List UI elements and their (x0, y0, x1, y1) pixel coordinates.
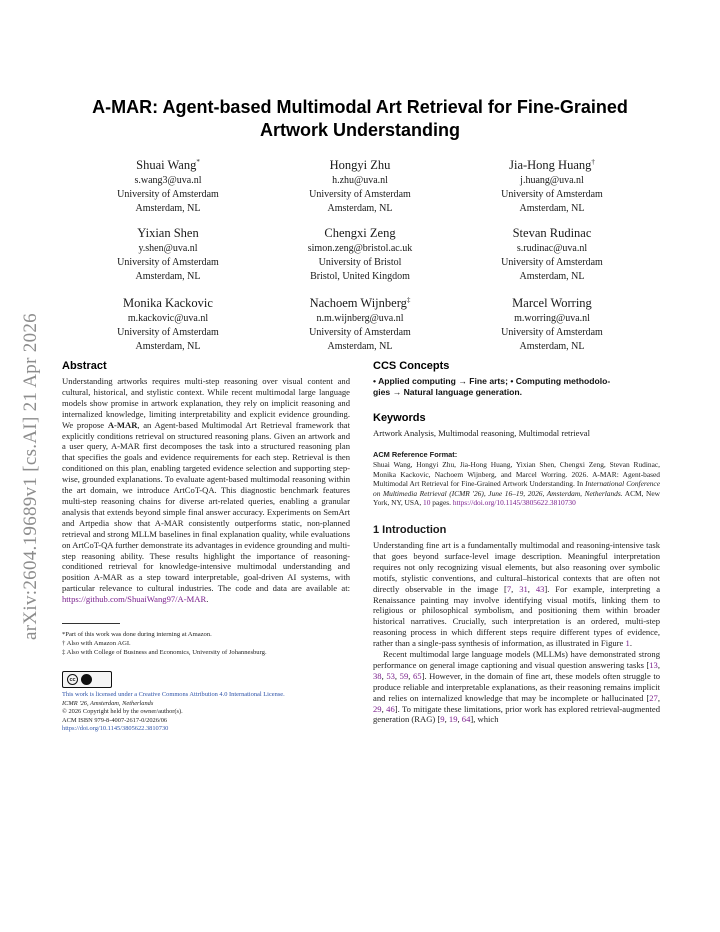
author-affiliation: University of Amsterdam (117, 257, 219, 269)
acm-reference-heading: ACM Reference Format: (373, 450, 458, 459)
author-location: Amsterdam, NL (135, 341, 201, 353)
license-link[interactable]: This work is licensed under a Creative Commons Attribution 4.0 International License. (62, 691, 285, 699)
author-location: Amsterdam, NL (519, 203, 585, 215)
author-email: n.m.wijnberg@uva.nl (316, 313, 404, 325)
author-name: Shuai Wang* (136, 158, 200, 173)
arxiv-identifier: arXiv:2604.19689v1 [cs.AI] 21 Apr 2026 (20, 313, 41, 640)
author-affiliation: University of Amsterdam (501, 327, 603, 339)
author-email: y.shen@uva.nl (138, 243, 198, 255)
author-location: Amsterdam, NL (135, 271, 201, 283)
right-column (373, 360, 660, 725)
author-block (454, 222, 650, 284)
code-link[interactable]: https://github.com/ShuaiWang97/A-MAR (62, 594, 207, 605)
author-affiliation: University of Amsterdam (309, 189, 411, 201)
footnote: ‡ Also with College of Business and Economics, University of Johannesburg. (62, 649, 267, 657)
author-affiliation: University of Bristol (318, 257, 402, 269)
citation[interactable]: 31 (519, 583, 528, 594)
citation[interactable]: 29 (373, 703, 382, 714)
author-email: m.worring@uva.nl (514, 313, 590, 325)
author-location: Amsterdam, NL (519, 341, 585, 353)
author-location: Amsterdam, NL (519, 271, 585, 283)
footnote: † Also with Amazon AGI. (62, 640, 131, 648)
venue-line: ICMR '26, Amsterdam, Netherlands (62, 699, 154, 707)
author-block (70, 222, 266, 284)
citation[interactable]: 43 (535, 583, 545, 594)
citation[interactable]: 46 (386, 703, 395, 714)
author-location: Amsterdam, NL (327, 203, 393, 215)
author-block (70, 154, 266, 216)
license-block (62, 691, 350, 734)
author-email: s.rudinac@uva.nl (516, 243, 588, 255)
author-name: Nachoem Wijnberg‡ (309, 296, 411, 311)
left-column (62, 360, 350, 734)
citation[interactable]: 27 (649, 692, 658, 703)
author-email: h.zhu@uva.nl (332, 175, 388, 187)
introduction-body: Understanding fine art is a fundamentally multimodal and reasoning-intensive task that goes beyond surface-level image description. Meaningful interpretation requires not only recognizing visual elements, but also reasoning over symbolic motifs, stylistic conventions, and cultural–historical contexts that are often not directly observable in the image [7, 31, 43]. For example, interpreting a Renaissance painting may involve identifying visual motifs, linking them to religious or philosophical symbolism, and positioning them within broader historical narratives. Crucially, such interpretation is an ordered, multi-step reasoning process in which different steps require different types of evidence, rather than a single-pass synthesis of information, as illustrated in Figure 1. Recent multimodal large language models (MLLMs) have demonstrated strong performance on general image captioning and visual question answering tasks [13, 38, 53, 59, 65]. However, in the domain of fine art, these models often struggle to produce reliable and interpretable explanations, as their reasoning remains implicit and relies on internalized knowledge that may be incomplete or hallucinated [27, 29, 46]. To mitigate these limitations, prior work has explored retrieval-augmented generation (RAG) [9, 19, 64], which (373, 539, 661, 725)
citation[interactable]: 9 (440, 714, 445, 725)
paper-title (60, 96, 660, 142)
author-affiliation: University of Amsterdam (309, 327, 411, 339)
author-email: simon.zeng@bristol.ac.uk (307, 243, 413, 255)
footnote-rule (62, 623, 120, 624)
acm-reference: ACM Reference Format: Shuai Wang, Hongyi Zhu, Jia-Hong Huang, Yixian Shen, Chengxi Zeng, Stevan Rudinac, Monika Kackovic, Nachoem Wijnberg, and Marcel Worring. 2026. A-MAR: Agent-based Multimodal Art Retrieval for Fine-Grained Artwork Understanding. In International Conference on Multimedia Retrieval (ICMR '26), June 16–19, 2026, Amsterdam, Netherlands. ACM, New York, NY, USA, 10 pages. https://doi.org/10.1145/3805622.3810730 (373, 450, 660, 508)
cc-circle-icon: cc (67, 674, 78, 685)
author-location: Amsterdam, NL (327, 341, 393, 353)
isbn-line: ACM ISBN 979-8-4007-2617-0/2026/06 (62, 716, 168, 724)
acm-doi-link[interactable]: https://doi.org/10.1145/3805622.3810730 (452, 498, 576, 508)
footnotes (62, 630, 350, 657)
figure-ref[interactable]: 1 (625, 638, 630, 649)
by-person-icon (81, 674, 92, 685)
copyright-line: © 2026 Copyright held by the owner/author(s). (62, 708, 183, 716)
keywords-heading: Keywords (373, 412, 426, 424)
author-name: Jia-Hong Huang† (509, 158, 595, 173)
author-block (70, 292, 266, 354)
author-name: Chengxi Zeng (324, 226, 396, 241)
author-affiliation: University of Amsterdam (117, 327, 219, 339)
author-name: Monika Kackovic (123, 296, 213, 311)
author-affiliation: University of Amsterdam (117, 189, 219, 201)
ccs-heading: CCS Concepts (373, 360, 450, 372)
author-name: Hongyi Zhu (329, 158, 391, 173)
abstract-body: Understanding artworks requires multi-step reasoning over visual content and cultural, historical, and stylistic context. While recent multimodal large language models show promise in artwork explanation, they rely on implicit reasoning and internalized knowledge, limiting interpretability and explicit evidence grounding. We propose A-MAR, an Agent-based Multimodal Art Retrieval framework that explicitly conditions retrieval on structured reasoning plans. Given an artwork and a user query, A-MAR first decomposes the task into a structured reasoning plan that specifies the goals and evidence requirements for each step. Retrieval is then conditioned on this plan, enabling targeted evidence selection and supporting step-wise, grounded explanations. To evaluate agent-based multimodal reasoning within the art domain, we introduce ArtCoT-QA. This diagnostic benchmark features multi-step reasoning chains for diverse art-related queries, enabling a granular analysis that extends beyond simple final answer accuracy. Experiments on SemArt and Artpedia show that A-MAR consistently outperforms static, non-planned retrieval and strong MLLM baselines in final explanation quality, while evaluations on ArtCoT-QA further demonstrate its advantages in evidence grounding and multi-step reasoning ability. These results highlight the importance of reasoning-conditioned retrieval for knowledge-intensive multimodal understanding and position A-MAR as a step toward interpretable, goal-driven AI systems, with particular relevance to cultural industries. The code and data are available at: https://github.com/ShuaiWang97/A-MAR. (62, 376, 350, 605)
method-name: A-MAR (107, 419, 138, 430)
author-location: Amsterdam, NL (135, 203, 201, 215)
author-email: j.huang@uva.nl (520, 175, 584, 187)
author-affiliation: University of Amsterdam (501, 257, 603, 269)
author-block (454, 292, 650, 354)
author-block (262, 154, 458, 216)
ccs-line: gies → Natural language generation. (373, 387, 522, 397)
paper-title-line-2: Artwork Understanding (259, 120, 460, 140)
author-email: m.kackovic@uva.nl (127, 313, 209, 325)
abstract-heading: Abstract (62, 360, 107, 372)
citation[interactable]: 19 (448, 714, 458, 725)
keywords-text: Artwork Analysis, Multimodal reasoning, Multimodal retrieval (373, 428, 590, 438)
citation[interactable]: 59 (399, 670, 409, 681)
author-name: Yixian Shen (137, 226, 199, 241)
citation[interactable]: 38 (373, 670, 382, 681)
introduction-heading: 1 Introduction (373, 523, 447, 536)
author-block (262, 292, 458, 354)
citation[interactable]: 13 (649, 659, 658, 670)
doi-link[interactable]: https://doi.org/10.1145/3805622.3810730 (62, 725, 169, 733)
citation[interactable]: 53 (386, 670, 395, 681)
citation[interactable]: 65 (412, 670, 422, 681)
author-block (262, 222, 458, 284)
author-email: s.wang3@uva.nl (134, 175, 202, 187)
author-affiliation: University of Amsterdam (501, 189, 603, 201)
footnote: *Part of this work was done during interning at Amazon. (62, 631, 212, 639)
author-name: Stevan Rudinac (512, 226, 592, 241)
creative-commons-icon[interactable] (62, 671, 112, 688)
author-location: Bristol, United Kingdom (310, 271, 410, 283)
citation[interactable]: 7 (506, 583, 512, 594)
ccs-line: • Applied computing → Fine arts; • Computing methodolo- (373, 376, 611, 386)
author-name: Marcel Worring (512, 296, 592, 311)
paper-title-line-1: A-MAR: Agent-based Multimodal Art Retrieval for Fine-Grained (92, 97, 628, 117)
author-block (454, 154, 650, 216)
citation[interactable]: 64 (461, 714, 471, 725)
